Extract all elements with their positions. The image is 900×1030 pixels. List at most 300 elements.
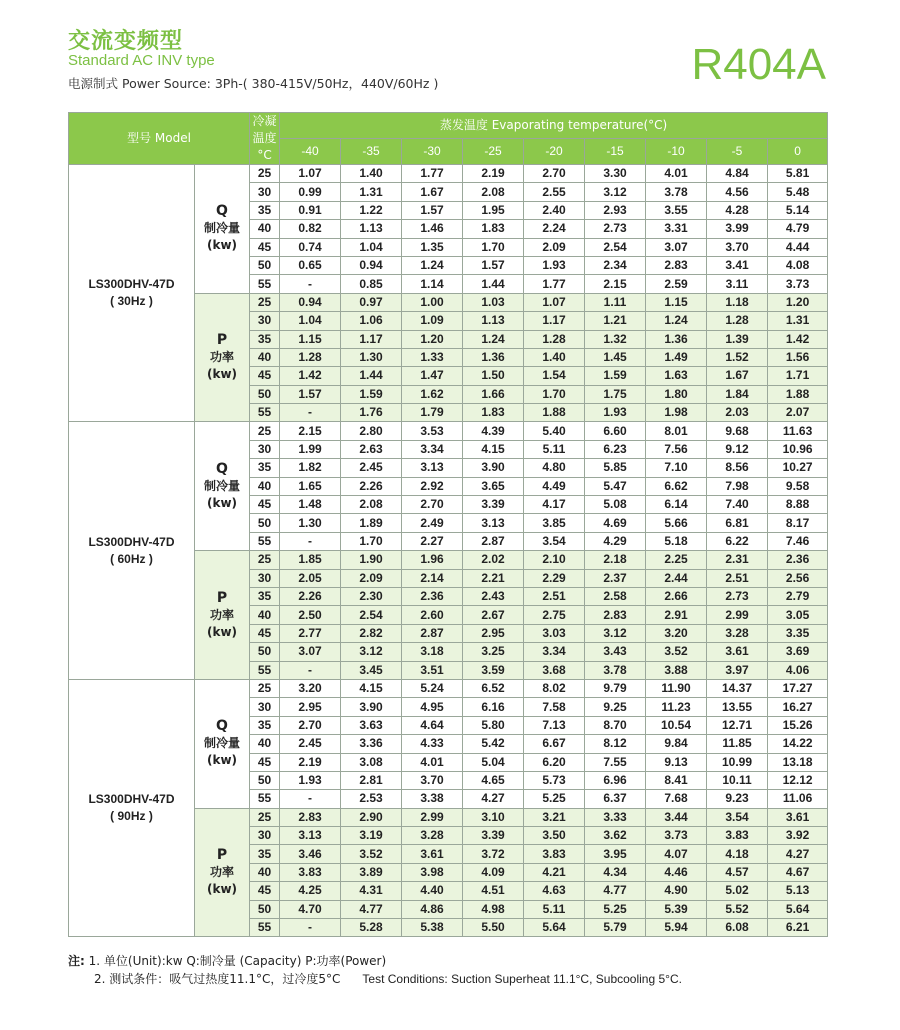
value-cell: 4.79 (768, 220, 828, 238)
value-cell: 5.94 (646, 919, 707, 937)
value-cell: 2.70 (524, 165, 585, 183)
cond-temp-cell: 40 (250, 863, 280, 881)
param-unit: (kw) (206, 238, 238, 253)
power-label (195, 551, 250, 680)
value-cell: 8.70 (585, 716, 646, 734)
value-cell: 2.30 (341, 587, 402, 605)
value-cell: 1.70 (463, 238, 524, 256)
value-cell: 2.34 (585, 256, 646, 274)
value-cell: 3.61 (707, 643, 768, 661)
value-cell: 1.71 (768, 367, 828, 385)
value-cell: 1.11 (585, 293, 646, 311)
value-cell: 3.78 (585, 661, 646, 679)
value-cell: 3.54 (524, 532, 585, 550)
param-unit: (kw) (206, 882, 238, 897)
value-cell: 2.67 (463, 606, 524, 624)
value-cell: 0.85 (341, 275, 402, 293)
value-cell: 1.85 (280, 551, 341, 569)
value-cell: 5.25 (585, 900, 646, 918)
value-cell: 3.83 (707, 827, 768, 845)
value-cell: 4.57 (707, 863, 768, 881)
value-cell: 2.91 (646, 606, 707, 624)
table-row (69, 165, 828, 183)
note-2-cn: 2. 测试条件：吸气过热度11.1°C，过冷度5°C (94, 972, 341, 986)
model-cell (69, 165, 195, 422)
value-cell: 2.59 (646, 275, 707, 293)
value-cell: 1.28 (524, 330, 585, 348)
cond-temp-cell: 30 (250, 698, 280, 716)
value-cell: 1.90 (341, 551, 402, 569)
value-cell: 3.12 (585, 624, 646, 642)
cond-temp-cell: 35 (250, 587, 280, 605)
param-letter: Q (216, 718, 228, 735)
value-cell: 1.33 (402, 348, 463, 366)
value-cell: - (280, 661, 341, 679)
value-cell: 1.83 (463, 404, 524, 422)
value-cell: 1.40 (524, 348, 585, 366)
value-cell: 8.56 (707, 459, 768, 477)
value-cell: 1.46 (402, 220, 463, 238)
value-cell: 2.50 (280, 606, 341, 624)
value-cell: 2.09 (341, 569, 402, 587)
value-cell: 2.60 (402, 606, 463, 624)
value-cell: 0.99 (280, 183, 341, 201)
value-cell: 5.50 (463, 919, 524, 937)
value-cell: 5.08 (585, 496, 646, 514)
value-cell: 5.02 (707, 882, 768, 900)
value-cell: 1.57 (402, 201, 463, 219)
value-cell: 1.07 (524, 293, 585, 311)
value-cell: 1.75 (585, 385, 646, 403)
value-cell: 1.63 (646, 367, 707, 385)
value-cell: 7.46 (768, 532, 828, 550)
value-cell: 2.66 (646, 587, 707, 605)
value-cell: 8.17 (768, 514, 828, 532)
value-cell: 2.15 (280, 422, 341, 440)
value-cell: 3.41 (707, 256, 768, 274)
value-cell: 3.90 (463, 459, 524, 477)
cond-temp-cell: 45 (250, 753, 280, 771)
power-label (195, 293, 250, 422)
value-cell: 2.83 (646, 256, 707, 274)
value-cell: 1.06 (341, 312, 402, 330)
cond-temp-cell: 45 (250, 624, 280, 642)
value-cell: 1.50 (463, 367, 524, 385)
page-title-en: Standard AC INV type (68, 52, 215, 69)
value-cell: 1.48 (280, 496, 341, 514)
value-cell: 4.01 (646, 165, 707, 183)
value-cell: 3.50 (524, 827, 585, 845)
value-cell: 5.48 (768, 183, 828, 201)
param-letter: P (216, 589, 228, 606)
value-cell: 5.24 (402, 679, 463, 697)
value-cell: 3.44 (646, 808, 707, 826)
value-cell: 2.03 (707, 404, 768, 422)
value-cell: 2.10 (524, 551, 585, 569)
value-cell: 5.73 (524, 771, 585, 789)
value-cell: 2.44 (646, 569, 707, 587)
cond-temp-cell: 50 (250, 385, 280, 403)
value-cell: 1.30 (341, 348, 402, 366)
cond-temp-cell: 55 (250, 661, 280, 679)
value-cell: 3.13 (463, 514, 524, 532)
value-cell: 5.52 (707, 900, 768, 918)
performance-table (68, 112, 828, 937)
value-cell: 5.25 (524, 790, 585, 808)
value-cell: 1.09 (402, 312, 463, 330)
value-cell: 3.13 (402, 459, 463, 477)
value-cell: 1.03 (463, 293, 524, 311)
value-cell: 6.20 (524, 753, 585, 771)
value-cell: 2.54 (341, 606, 402, 624)
value-cell: 3.39 (463, 496, 524, 514)
value-cell: 1.15 (280, 330, 341, 348)
model-freq: ( 30Hz ) (110, 294, 153, 309)
value-cell: 1.21 (585, 312, 646, 330)
value-cell: 9.12 (707, 440, 768, 458)
value-cell: 10.96 (768, 440, 828, 458)
value-cell: 1.93 (585, 404, 646, 422)
model-freq: ( 60Hz ) (110, 551, 153, 566)
value-cell: 1.17 (524, 312, 585, 330)
value-cell: 5.38 (402, 919, 463, 937)
value-cell: 14.37 (707, 679, 768, 697)
value-cell: 2.15 (585, 275, 646, 293)
value-cell: 4.67 (768, 863, 828, 881)
value-cell: 3.62 (585, 827, 646, 845)
param-letter: P (216, 847, 228, 864)
value-cell: 3.88 (646, 661, 707, 679)
value-cell: 1.42 (280, 367, 341, 385)
cond-temp-cell: 45 (250, 367, 280, 385)
cond-temp-cell: 25 (250, 422, 280, 440)
value-cell: 3.08 (341, 753, 402, 771)
value-cell: 2.63 (341, 440, 402, 458)
note-1-text: 1. 单位(Unit):kw Q:制冷量 (Capacity) P:功率(Power) (88, 954, 387, 968)
value-cell: 5.11 (524, 900, 585, 918)
value-cell: 5.47 (585, 477, 646, 495)
value-cell: 4.46 (646, 863, 707, 881)
value-cell: 3.30 (585, 165, 646, 183)
value-cell: 3.07 (280, 643, 341, 661)
value-cell: 3.98 (402, 863, 463, 881)
value-cell: 1.70 (341, 532, 402, 550)
value-cell: 1.67 (707, 367, 768, 385)
model-freq: ( 90Hz ) (110, 809, 153, 824)
value-cell: - (280, 919, 341, 937)
value-cell: 8.02 (524, 679, 585, 697)
value-cell: 8.88 (768, 496, 828, 514)
refrigerant-label: R404A (691, 40, 826, 89)
value-cell: 2.36 (402, 587, 463, 605)
power-label (195, 808, 250, 937)
value-cell: 5.11 (524, 440, 585, 458)
param-unit: (kw) (206, 495, 238, 510)
value-cell: 1.20 (768, 293, 828, 311)
value-cell: 1.62 (402, 385, 463, 403)
value-cell: 2.27 (402, 532, 463, 550)
value-cell: 3.83 (280, 863, 341, 881)
cond-temp-cell: 40 (250, 735, 280, 753)
value-cell: 5.39 (646, 900, 707, 918)
value-cell: 3.46 (280, 845, 341, 863)
value-cell: 3.73 (646, 827, 707, 845)
value-cell: 4.51 (463, 882, 524, 900)
value-cell: 1.54 (524, 367, 585, 385)
cond-temp-cell: 50 (250, 256, 280, 274)
value-cell: 2.07 (768, 404, 828, 422)
value-cell: 6.14 (646, 496, 707, 514)
note-line-2 (68, 970, 682, 988)
value-cell: 1.13 (341, 220, 402, 238)
value-cell: 2.79 (768, 587, 828, 605)
value-cell: 5.81 (768, 165, 828, 183)
evap-temp-col: 0 (768, 139, 828, 165)
value-cell: 4.63 (524, 882, 585, 900)
value-cell: 2.73 (585, 220, 646, 238)
value-cell: 6.16 (463, 698, 524, 716)
param-letter: Q (216, 460, 228, 477)
capacity-label (195, 679, 250, 808)
value-cell: 9.68 (707, 422, 768, 440)
value-cell: 4.80 (524, 459, 585, 477)
cond-temp-cell: 30 (250, 827, 280, 845)
cond-temp-cell: 25 (250, 293, 280, 311)
value-cell: 3.34 (524, 643, 585, 661)
model-header: 型号 Model (69, 113, 250, 165)
value-cell: 3.39 (463, 827, 524, 845)
value-cell: 4.98 (463, 900, 524, 918)
param-unit: (kw) (206, 753, 238, 768)
value-cell: 4.95 (402, 698, 463, 716)
value-cell: 6.96 (585, 771, 646, 789)
value-cell: 10.27 (768, 459, 828, 477)
value-cell: 2.73 (707, 587, 768, 605)
value-cell: 4.65 (463, 771, 524, 789)
value-cell: 1.45 (585, 348, 646, 366)
capacity-label (195, 422, 250, 551)
value-cell: 1.56 (768, 348, 828, 366)
value-cell: 4.49 (524, 477, 585, 495)
model-cell (69, 679, 195, 936)
value-cell: 6.22 (707, 532, 768, 550)
value-cell: 5.13 (768, 882, 828, 900)
value-cell: 4.29 (585, 532, 646, 550)
value-cell: 1.67 (402, 183, 463, 201)
value-cell: 2.92 (402, 477, 463, 495)
value-cell: 2.55 (524, 183, 585, 201)
value-cell: 0.82 (280, 220, 341, 238)
cond-temp-cell: 40 (250, 606, 280, 624)
value-cell: 3.05 (768, 606, 828, 624)
value-cell: 3.28 (707, 624, 768, 642)
value-cell: 6.60 (585, 422, 646, 440)
value-cell: 3.54 (707, 808, 768, 826)
cond-temp-cell: 45 (250, 238, 280, 256)
value-cell: 2.87 (463, 532, 524, 550)
value-cell: 3.97 (707, 661, 768, 679)
value-cell: 5.40 (524, 422, 585, 440)
cond-temp-cell: 55 (250, 404, 280, 422)
value-cell: 2.19 (280, 753, 341, 771)
notes-label: 注: (68, 954, 85, 968)
value-cell: 1.59 (585, 367, 646, 385)
value-cell: 3.78 (646, 183, 707, 201)
cond-temp-cell: 35 (250, 459, 280, 477)
value-cell: 2.87 (402, 624, 463, 642)
value-cell: 6.23 (585, 440, 646, 458)
value-cell: 3.70 (707, 238, 768, 256)
value-cell: 1.04 (280, 312, 341, 330)
value-cell: - (280, 532, 341, 550)
value-cell: 9.23 (707, 790, 768, 808)
value-cell: 2.56 (768, 569, 828, 587)
value-cell: 2.75 (524, 606, 585, 624)
value-cell: 7.56 (646, 440, 707, 458)
value-cell: 3.13 (280, 827, 341, 845)
value-cell: 2.80 (341, 422, 402, 440)
value-cell: 11.90 (646, 679, 707, 697)
value-cell: 1.30 (280, 514, 341, 532)
value-cell: 3.28 (402, 827, 463, 845)
value-cell: 7.98 (707, 477, 768, 495)
value-cell: 17.27 (768, 679, 828, 697)
value-cell: 5.66 (646, 514, 707, 532)
param-cn: 制冷量 (204, 736, 241, 751)
value-cell: 16.27 (768, 698, 828, 716)
value-cell: 0.91 (280, 201, 341, 219)
value-cell: 4.69 (585, 514, 646, 532)
value-cell: 1.36 (646, 330, 707, 348)
cond-temp-cell: 55 (250, 275, 280, 293)
value-cell: 4.33 (402, 735, 463, 753)
value-cell: 3.99 (707, 220, 768, 238)
value-cell: 2.51 (707, 569, 768, 587)
value-cell: 2.08 (463, 183, 524, 201)
value-cell: 8.12 (585, 735, 646, 753)
value-cell: 2.26 (341, 477, 402, 495)
value-cell: 3.35 (768, 624, 828, 642)
value-cell: 9.58 (768, 477, 828, 495)
value-cell: 2.90 (341, 808, 402, 826)
value-cell: 11.23 (646, 698, 707, 716)
value-cell: 4.06 (768, 661, 828, 679)
cond-temp-cell: 30 (250, 312, 280, 330)
value-cell: 1.20 (402, 330, 463, 348)
cond-temp-cell: 40 (250, 477, 280, 495)
value-cell: 4.08 (768, 256, 828, 274)
param-unit: (kw) (206, 367, 238, 382)
value-cell: 5.85 (585, 459, 646, 477)
value-cell: 8.01 (646, 422, 707, 440)
value-cell: 3.25 (463, 643, 524, 661)
value-cell: 4.44 (768, 238, 828, 256)
value-cell: 3.55 (646, 201, 707, 219)
value-cell: 1.84 (707, 385, 768, 403)
value-cell: 4.18 (707, 845, 768, 863)
param-cn: 制冷量 (204, 221, 241, 236)
value-cell: 3.61 (402, 845, 463, 863)
value-cell: 5.42 (463, 735, 524, 753)
value-cell: 3.36 (341, 735, 402, 753)
value-cell: 2.49 (402, 514, 463, 532)
value-cell: 6.81 (707, 514, 768, 532)
value-cell: 7.58 (524, 698, 585, 716)
value-cell: 1.44 (341, 367, 402, 385)
value-cell: 1.89 (341, 514, 402, 532)
value-cell: 3.11 (707, 275, 768, 293)
cond-temp-cell: 45 (250, 882, 280, 900)
value-cell: 1.65 (280, 477, 341, 495)
value-cell: 1.40 (341, 165, 402, 183)
value-cell: 2.09 (524, 238, 585, 256)
value-cell: 2.58 (585, 587, 646, 605)
param-cn: 功率 (210, 350, 235, 365)
value-cell: 3.31 (646, 220, 707, 238)
cond-temp-header (250, 113, 280, 165)
value-cell: 11.63 (768, 422, 828, 440)
value-cell: 15.26 (768, 716, 828, 734)
value-cell: 9.25 (585, 698, 646, 716)
value-cell: 3.34 (402, 440, 463, 458)
value-cell: 2.02 (463, 551, 524, 569)
value-cell: 4.77 (341, 900, 402, 918)
value-cell: 1.24 (646, 312, 707, 330)
cond-header-line2: 温度 (252, 131, 277, 145)
value-cell: 1.79 (402, 404, 463, 422)
value-cell: 1.31 (341, 183, 402, 201)
cond-temp-cell: 35 (250, 201, 280, 219)
value-cell: 3.19 (341, 827, 402, 845)
param-letter: P (216, 332, 228, 349)
value-cell: 1.83 (463, 220, 524, 238)
value-cell: 4.21 (524, 863, 585, 881)
model-name: LS300DHV-47D (88, 534, 175, 549)
value-cell: 1.07 (280, 165, 341, 183)
value-cell: 1.66 (463, 385, 524, 403)
value-cell: 2.31 (707, 551, 768, 569)
note-line-1 (68, 952, 682, 970)
value-cell: 2.25 (646, 551, 707, 569)
value-cell: 3.45 (341, 661, 402, 679)
value-cell: 4.07 (646, 845, 707, 863)
value-cell: 2.95 (280, 698, 341, 716)
value-cell: 2.81 (341, 771, 402, 789)
value-cell: 10.99 (707, 753, 768, 771)
value-cell: 1.93 (524, 256, 585, 274)
evap-temp-col: -5 (707, 139, 768, 165)
value-cell: 5.18 (646, 532, 707, 550)
cond-temp-cell: 25 (250, 808, 280, 826)
value-cell: 2.36 (768, 551, 828, 569)
model-cell (69, 422, 195, 679)
value-cell: 1.82 (280, 459, 341, 477)
value-cell: 3.65 (463, 477, 524, 495)
value-cell: 2.18 (585, 551, 646, 569)
value-cell: 3.53 (402, 422, 463, 440)
note-2-en: Test Conditions: Suction Superheat 11.1°C, Subcooling 5°C. (362, 972, 682, 986)
table-body (69, 165, 828, 937)
value-cell: 2.83 (585, 606, 646, 624)
value-cell: 1.59 (341, 385, 402, 403)
value-cell: 3.95 (585, 845, 646, 863)
value-cell: 2.51 (524, 587, 585, 605)
cond-temp-cell: 40 (250, 220, 280, 238)
value-cell: 1.22 (341, 201, 402, 219)
evap-temp-col: -40 (280, 139, 341, 165)
value-cell: 0.94 (280, 293, 341, 311)
value-cell: 2.70 (402, 496, 463, 514)
